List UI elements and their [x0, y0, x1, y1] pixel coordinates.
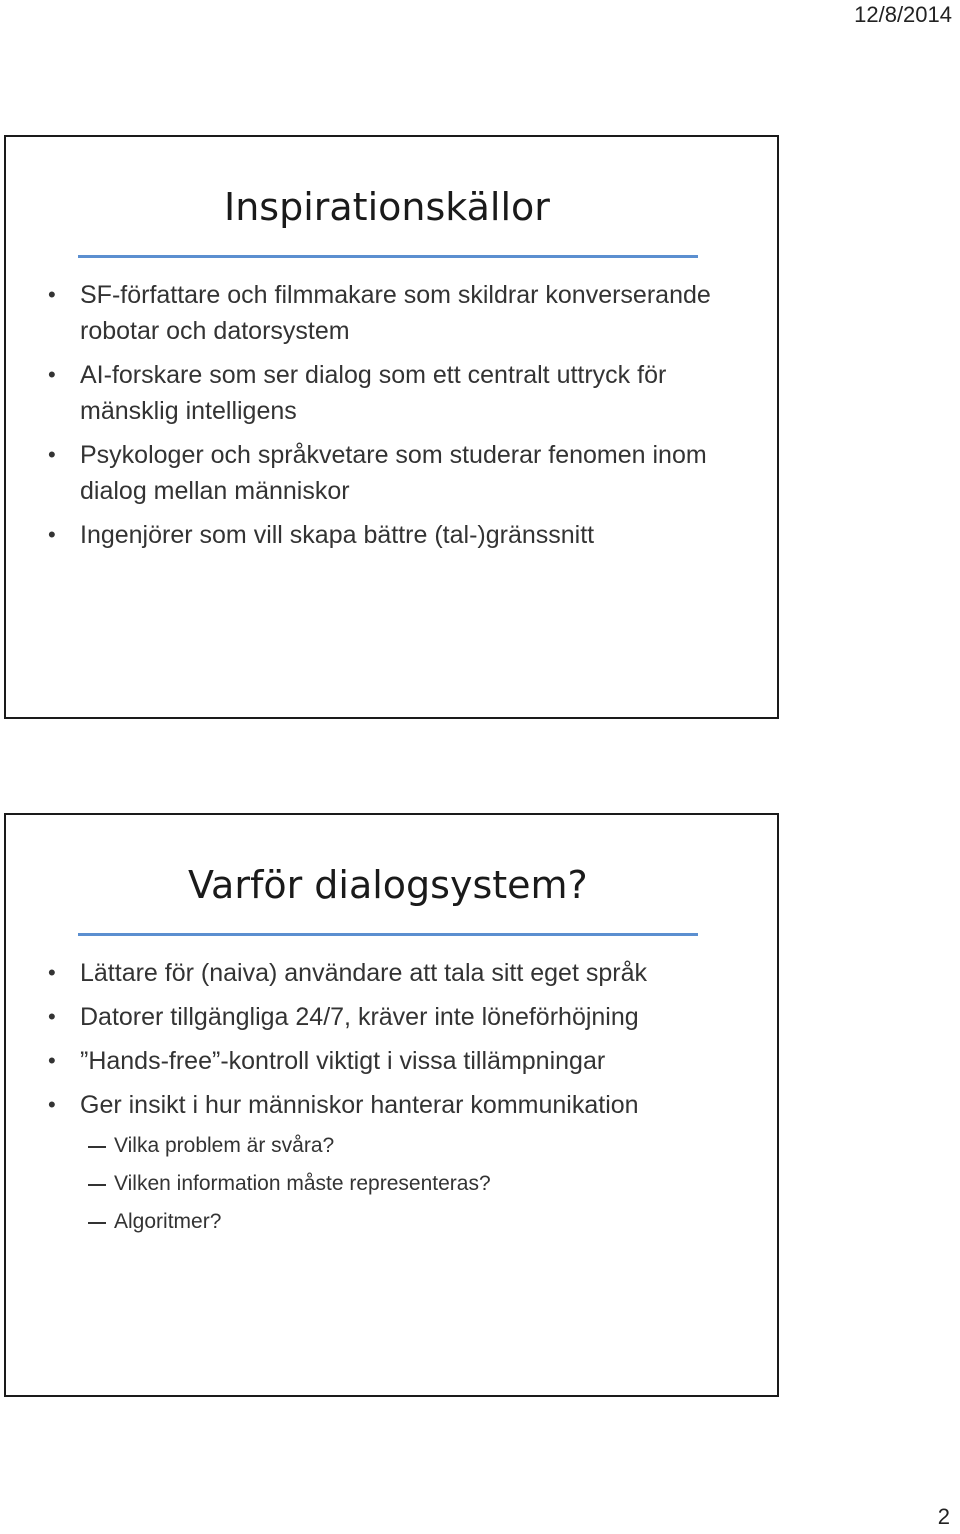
slide-inspirationskallor	[4, 135, 779, 719]
slide-title: Inspirationskällor	[224, 185, 550, 229]
page-number: 2	[937, 1504, 950, 1529]
sub-bullet-item: Algoritmer?	[6, 1207, 777, 1237]
slide-title: Varför dialogsystem?	[188, 863, 588, 907]
sub-bullet-item: Vilken information måste representeras?	[6, 1169, 777, 1199]
title-underline	[78, 255, 698, 258]
bullet-item: • Psykologer och språkvetare som studerar fenomen inom dialog mellan människor	[6, 437, 777, 509]
title-underline	[78, 933, 698, 936]
bullet-list	[6, 955, 777, 1245]
bullet-item: • Lättare för (naiva) användare att tala sitt eget språk	[6, 955, 777, 991]
slide-varfor-dialogsystem	[4, 813, 779, 1397]
bullet-list	[6, 277, 777, 561]
bullet-item: • Datorer tillgängliga 24/7, kräver inte löneförhöjning	[6, 999, 777, 1035]
sub-bullet-item: Vilka problem är svåra?	[6, 1131, 777, 1161]
bullet-item: • AI-forskare som ser dialog som ett centralt uttryck för mänsklig intelligens	[6, 357, 777, 429]
print-date: 12/8/2014	[854, 2, 952, 27]
bullet-item: • SF-författare och filmmakare som skildrar konverserande robotar och datorsystem	[6, 277, 777, 349]
bullet-item: • Ger insikt i hur människor hanterar kommunikation	[6, 1087, 777, 1123]
bullet-item: • Ingenjörer som vill skapa bättre (tal-)gränssnitt	[6, 517, 777, 553]
bullet-item: • ”Hands-free”-kontroll viktigt i vissa tillämpningar	[6, 1043, 777, 1079]
